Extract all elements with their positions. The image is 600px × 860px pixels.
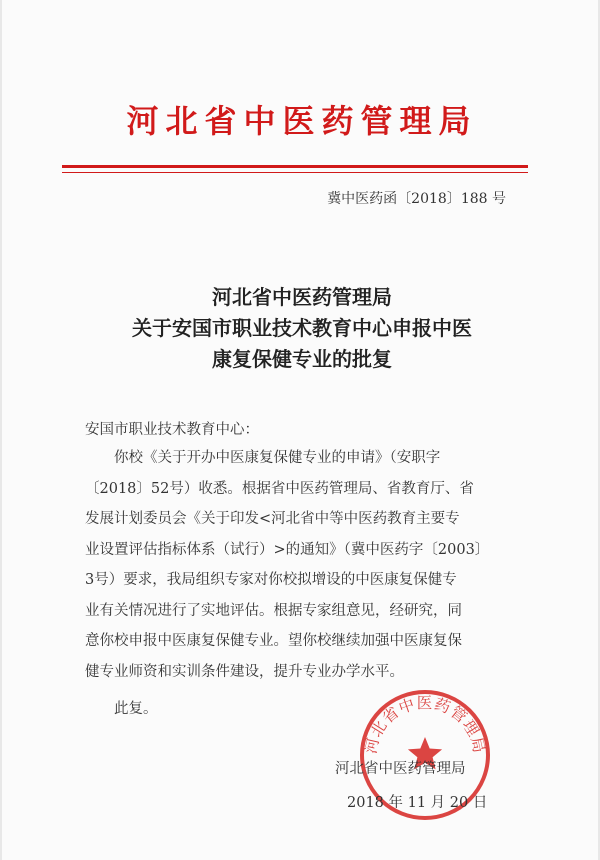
signature-date: 2018 年 11 月 20 日 <box>347 795 488 811</box>
headline-line: 关于安国市职业技术教育中心申报中医 <box>132 316 472 340</box>
body-line: 业设置评估指标体系（试行）>的通知》（冀中医药字〔2003〕 <box>85 541 490 558</box>
letterhead-red-rule-thick <box>62 165 528 168</box>
body-line: 意你校申报中医康复保健专业。望你校继续加强中医康复保 <box>85 633 462 649</box>
letterhead-red-rule-thin <box>62 172 528 173</box>
body-line: 你校《关于开办中医康复保健专业的申请》（安职字 <box>114 450 441 466</box>
document-number: 冀中医药函〔2018〕188 号 <box>327 191 506 207</box>
signer-agency: 河北省中医药管理局 <box>335 761 466 777</box>
body-line: 〔2018〕52号）收悉。根据省中医药管理局、省教育厅、省 <box>85 480 474 497</box>
body-line: 健专业师资和实训条件建设，提升专业办学水平。 <box>85 663 404 680</box>
body-line: 3号）要求，我局组织专家对你校拟增设的中医康复保健专 <box>85 572 457 588</box>
agency-letterhead-title: 河北省中医药管理局 <box>126 102 478 140</box>
salutation: 安国市职业技术教育中心： <box>85 422 259 438</box>
headline-line: 康复保健专业的批复 <box>212 347 392 371</box>
seal-text: 河北省中医药管理局 <box>361 694 489 756</box>
body-line: 业有关情况进行了实地评估。根据专家组意见，经研究，同 <box>85 602 462 619</box>
headline-line: 河北省中医药管理局 <box>212 285 392 309</box>
body-text <box>85 443 525 687</box>
closing-remark: 此复。 <box>114 701 158 717</box>
body-line: 发展计划委员会《关于印发<河北省中等中医药教育主要专 <box>85 511 460 527</box>
document-headline <box>2 282 600 375</box>
